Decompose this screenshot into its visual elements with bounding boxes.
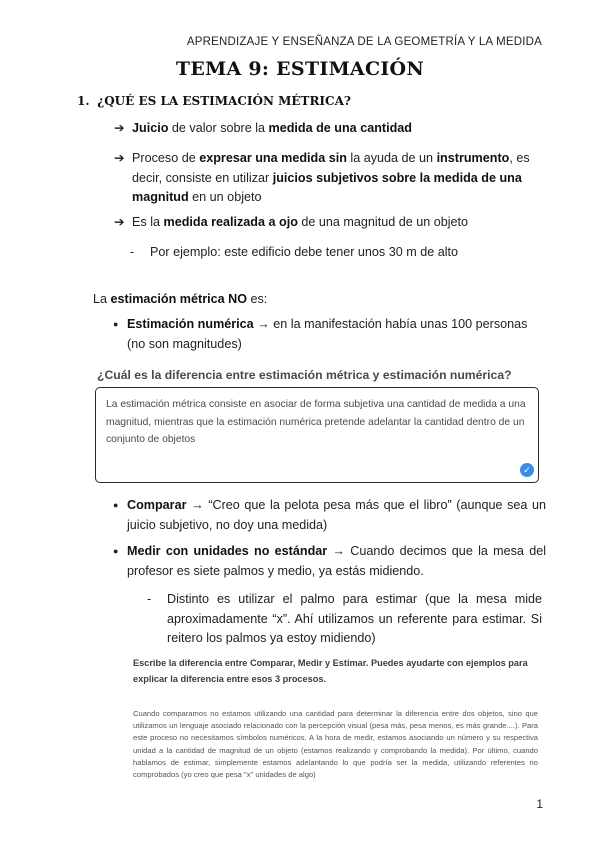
item-medir — [110, 542, 546, 581]
item-comparar — [110, 496, 546, 535]
arrow-marker-icon: ➔ — [114, 151, 125, 165]
text-run: de valor sobre la — [168, 121, 269, 135]
text-run: la ayuda de un — [346, 151, 437, 165]
bold-term: Comparar — [127, 498, 187, 512]
page-number: 1 — [536, 797, 543, 811]
running-header: APRENDIZAJE Y ENSEÑANZA DE LA GEOMETRÍA Y LA MEDIDA — [186, 36, 542, 48]
arrow-marker-icon: ➔ — [114, 121, 125, 135]
text-run: en un objeto — [188, 190, 262, 204]
bold-term: expresar una medida sin — [199, 151, 347, 165]
palmo-note-text: Distinto es utilizar el palmo para estimar (que la mesa mide aproximadamente “x”. Ahí utilizamos un referente para estimar. Si reitero los palmos ya estoy midiendo) — [167, 592, 542, 645]
bold-term: Estimación numérica — [127, 317, 254, 331]
arrow-glyph: → — [253, 317, 274, 331]
text-run: de una magnitud de un objeto — [297, 215, 469, 229]
bold-term: medida realizada a ojo — [163, 215, 298, 229]
bullet-marker: ● — [113, 319, 119, 329]
example-text: Por ejemplo: este edificio debe tener unos 30 m de alto — [150, 245, 459, 259]
bold-term: instrumento — [436, 151, 510, 165]
arrow-glyph: → — [327, 544, 351, 558]
bold-term: juicios subjetivos sobre la medida de una magnitud — [132, 170, 522, 204]
text-run: La — [93, 292, 111, 306]
definition-item-juicio — [114, 119, 546, 139]
text-run: en la manifestación había unas 100 personas (no son magnitudes) — [127, 317, 528, 351]
page-title: TEMA 9: ESTIMACIÓN — [175, 58, 425, 80]
answer-textbox[interactable] — [95, 387, 539, 483]
text-run: es: — [247, 292, 268, 306]
bullet-marker: ● — [113, 546, 119, 556]
text-run: “Creo que la pelota pesa más que el libro” (aunque sea un juicio subjetivo, no doy una medida) — [127, 498, 547, 532]
bold-term: Juicio — [132, 121, 169, 135]
answer-text: La estimación métrica consiste en asociar de forma subjetiva una cantidad de medida a una magnitud, mientras que la estimación numérica pretende adelantar la cantidad dentro de un conjunto de objetos — [106, 399, 526, 445]
section-heading-text: ¿QUÉ ES LA ESTIMACIÓN MÉTRICA? — [97, 94, 351, 108]
text-run: Cuando decimos que la mesa del profesor es siete palmos y medio, ya estás midiendo. — [127, 544, 546, 578]
definition-item-ojo — [114, 213, 546, 233]
text-run: Proceso de — [132, 151, 200, 165]
palmo-note — [147, 590, 542, 649]
section-number: 1. — [77, 94, 90, 108]
bold-term: medida de una cantidad — [268, 121, 412, 135]
check-circle-icon: ✓ — [520, 463, 534, 477]
arrow-marker-icon: ➔ — [114, 215, 125, 229]
example-item — [130, 243, 530, 263]
not-intro — [93, 290, 267, 310]
bold-term: estimación métrica NO — [110, 292, 247, 306]
definition-item-proceso — [114, 149, 546, 208]
exercise-answer: Cuando comparamos no estamos utilizando una cantidad para determinar la diferencia entre dos objetos, sino que utilizamos un lenguaje asociado relacionado con la percepción visual (pesa más, pesa menos, es más grande....). Para este proceso no necesitamos símbolos numéricos. A la hora de medir, estamos asociando un número y su respectiva unidad a la cantidad de magnitud de un objeto (estamos realizando y comprobando la medida). Por último, cuando hablamos de estimar, simplemente estamos adelantando lo que podría ser la medida, utilizando referentes no comprobados (yo creo que pesa "x" unidades de algo) — [133, 709, 538, 780]
text-run: Es la — [132, 215, 164, 229]
arrow-glyph: → — [186, 498, 209, 512]
dash-marker: - — [147, 592, 152, 606]
exercise-prompt: Escribe la diferencia entre Comparar, Medir y Estimar. Puedes ayudarte con ejemplos para explicar la diferencia entre esos 3 procesos. — [133, 658, 528, 684]
bullet-marker: ● — [113, 500, 119, 510]
not-item-estimacion-numerica — [110, 315, 546, 354]
question-heading: ¿Cuál es la diferencia entre estimación métrica y estimación numérica? — [97, 368, 512, 382]
dash-marker: - — [130, 245, 135, 259]
section-heading — [77, 94, 351, 108]
text-run: , es decir, consiste en utilizar — [132, 151, 530, 185]
bold-term: Medir con unidades no estándar — [127, 544, 328, 558]
